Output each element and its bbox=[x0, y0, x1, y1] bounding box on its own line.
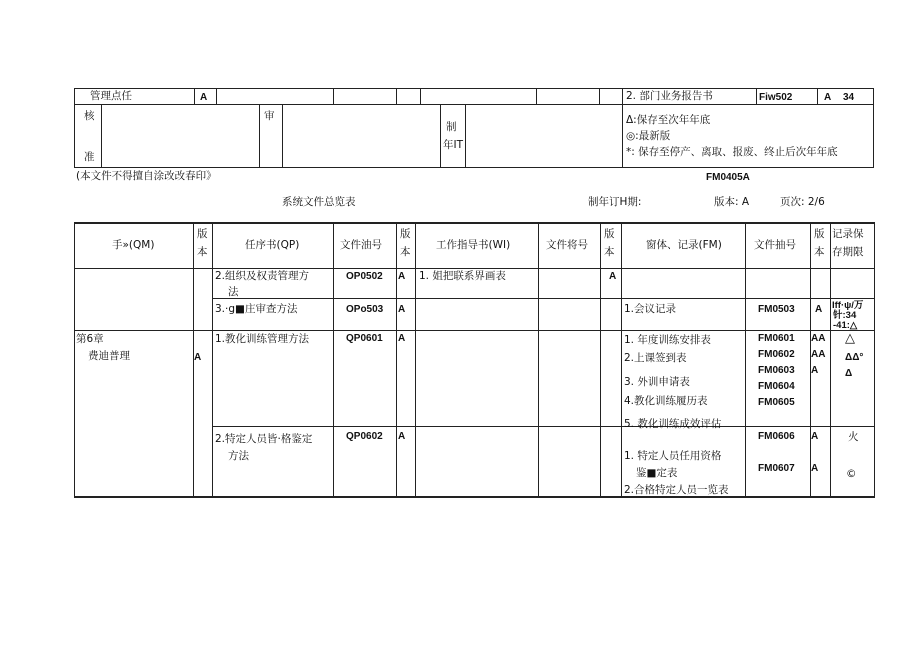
r1-procedure-line1: 2.组织及权责管理方 bbox=[215, 270, 310, 282]
r3-form-1: 1. 年度训练安排表 bbox=[624, 334, 711, 346]
legend-line-3: *: 保存至停产、离取、报废、终止后次年年底 bbox=[626, 146, 838, 158]
r3-form-4: 4.教化训练履历表 bbox=[624, 395, 708, 407]
signoff-value: A bbox=[200, 92, 208, 103]
r4-retention-2: © bbox=[846, 468, 857, 480]
r3-form-number-1: FM0601 bbox=[758, 333, 795, 344]
r3-chapter: 第6章 bbox=[76, 333, 104, 345]
r4-form-2: 2.合格特定人员一览表 bbox=[624, 484, 729, 496]
col-header-version-4a: 版 bbox=[814, 228, 825, 240]
r3-manual-version: A bbox=[194, 352, 202, 363]
r4-form-number-1: FM0606 bbox=[758, 431, 795, 442]
col-header-version-2b: 本 bbox=[400, 246, 411, 258]
version-label: 版本: A bbox=[714, 196, 750, 208]
approve-label-1: 核 bbox=[84, 110, 95, 122]
approve-label-2: 准 bbox=[84, 151, 95, 163]
legend-line-1: Δ:保存至次年年底 bbox=[626, 114, 711, 126]
r4-procedure-line2: 方法 bbox=[228, 450, 249, 462]
notice-text: (本文件不得擅自涂改改春印》 bbox=[76, 170, 217, 182]
r3-form-number-4: FM0604 bbox=[758, 381, 795, 392]
col-header-doc-number-3: 文件抽号 bbox=[754, 239, 796, 251]
r4-version: A bbox=[398, 431, 406, 442]
signoff-doc: 2. 部门业务报告书 bbox=[626, 90, 713, 102]
signoff-label: 管理点任 bbox=[90, 90, 132, 102]
make-label-1: 制 bbox=[446, 121, 457, 133]
page-title: 系统文件总览表 bbox=[282, 196, 356, 208]
r1-instruction-version: A bbox=[609, 271, 617, 282]
form-code: FM0405A bbox=[706, 172, 750, 183]
col-header-doc-number-2: 文件将号 bbox=[546, 239, 588, 251]
r4-retention-1: 火 bbox=[848, 431, 859, 443]
r2-version: A bbox=[398, 304, 406, 315]
legend-line-2: ◎:最新版 bbox=[626, 130, 671, 142]
col-header-version-1a: 版 bbox=[197, 228, 208, 240]
col-header-doc-number-1: 文件油号 bbox=[340, 239, 382, 251]
r2-retention-3: -41:△ bbox=[833, 320, 858, 331]
r2-retention-1: Iff·ψ/万 bbox=[832, 300, 864, 311]
r2-retention-2: 针:34 bbox=[833, 310, 857, 321]
r2-procedure: 3.·g■庄审查方法 bbox=[215, 303, 298, 315]
signoff-code: Fiw502 bbox=[759, 92, 793, 103]
make-label-2: 年IT bbox=[443, 139, 464, 151]
signoff-number: 34 bbox=[843, 92, 855, 103]
r4-form-number-2: FM0607 bbox=[758, 463, 795, 474]
r3-version: A bbox=[398, 333, 406, 344]
r1-instruction: 1. 姐把联系界画表 bbox=[419, 270, 506, 282]
r4-form-1a: 1. 特定人员任用资格 bbox=[624, 450, 722, 462]
r2-doc-number: OPo503 bbox=[346, 304, 384, 315]
r4-form-version-1: A bbox=[811, 431, 819, 442]
r3-retention-2: ΔΔ° bbox=[845, 352, 864, 363]
review-label: 审 bbox=[264, 110, 275, 122]
col-header-manual: 手»(QM) bbox=[112, 239, 155, 251]
col-header-version-3a: 版 bbox=[604, 228, 615, 240]
r3-form-number-5: FM0605 bbox=[758, 397, 795, 408]
r2-form-number: FM0503 bbox=[758, 304, 795, 315]
r4-form-1b: 鉴■定表 bbox=[636, 467, 678, 479]
r3-doc-number: QP0601 bbox=[346, 333, 383, 344]
r3-form-version-3: A bbox=[811, 365, 819, 376]
signoff-version: A bbox=[824, 92, 832, 103]
col-header-procedure: 任序书(QP) bbox=[245, 239, 300, 251]
r3-form-3: 3. 外训申请表 bbox=[624, 376, 690, 388]
col-header-instruction: 工作指导书(WI) bbox=[436, 239, 511, 251]
revision-date-label: 制年订H期: bbox=[588, 196, 642, 208]
col-header-version-4b: 本 bbox=[814, 246, 825, 258]
r2-form: 1.会议记录 bbox=[624, 303, 677, 315]
r3-chapter-title: 费迪普理 bbox=[88, 350, 130, 362]
r3-procedure: 1.教化训练管理方法 bbox=[215, 333, 310, 345]
r3-form-number-3: FM0603 bbox=[758, 365, 795, 376]
col-header-version-2a: 版 bbox=[400, 228, 411, 240]
col-header-version-1b: 本 bbox=[197, 246, 208, 258]
r4-procedure-line1: 2.特定人员皆·格鉴定 bbox=[215, 433, 313, 445]
col-header-forms: 窗体、记录(FM) bbox=[646, 239, 722, 251]
r4-doc-number: QP0602 bbox=[346, 431, 383, 442]
r3-retention-1: △ bbox=[845, 331, 855, 346]
r3-form-2: 2.上课签到表 bbox=[624, 352, 687, 364]
r1-doc-number: OP0502 bbox=[346, 271, 383, 282]
col-header-retention-a: 记录保 bbox=[832, 228, 864, 240]
r1-version: A bbox=[398, 271, 406, 282]
r3-form-number-2: FM0602 bbox=[758, 349, 795, 360]
col-header-version-3b: 本 bbox=[604, 246, 615, 258]
r3-retention-3: Δ bbox=[845, 368, 853, 379]
col-header-retention-b: 存期限 bbox=[832, 246, 864, 258]
r2-form-version: A bbox=[815, 304, 823, 315]
r3-form-version-2: AA bbox=[811, 349, 826, 360]
page-number: 页次: 2/6 bbox=[780, 196, 825, 208]
r4-form-version-2: A bbox=[811, 463, 819, 474]
r1-procedure-line2: 法 bbox=[228, 286, 239, 298]
r3-form-version-1: AA bbox=[811, 333, 826, 344]
r3-form-5: 5. 教化训练成效评估 bbox=[624, 418, 722, 430]
